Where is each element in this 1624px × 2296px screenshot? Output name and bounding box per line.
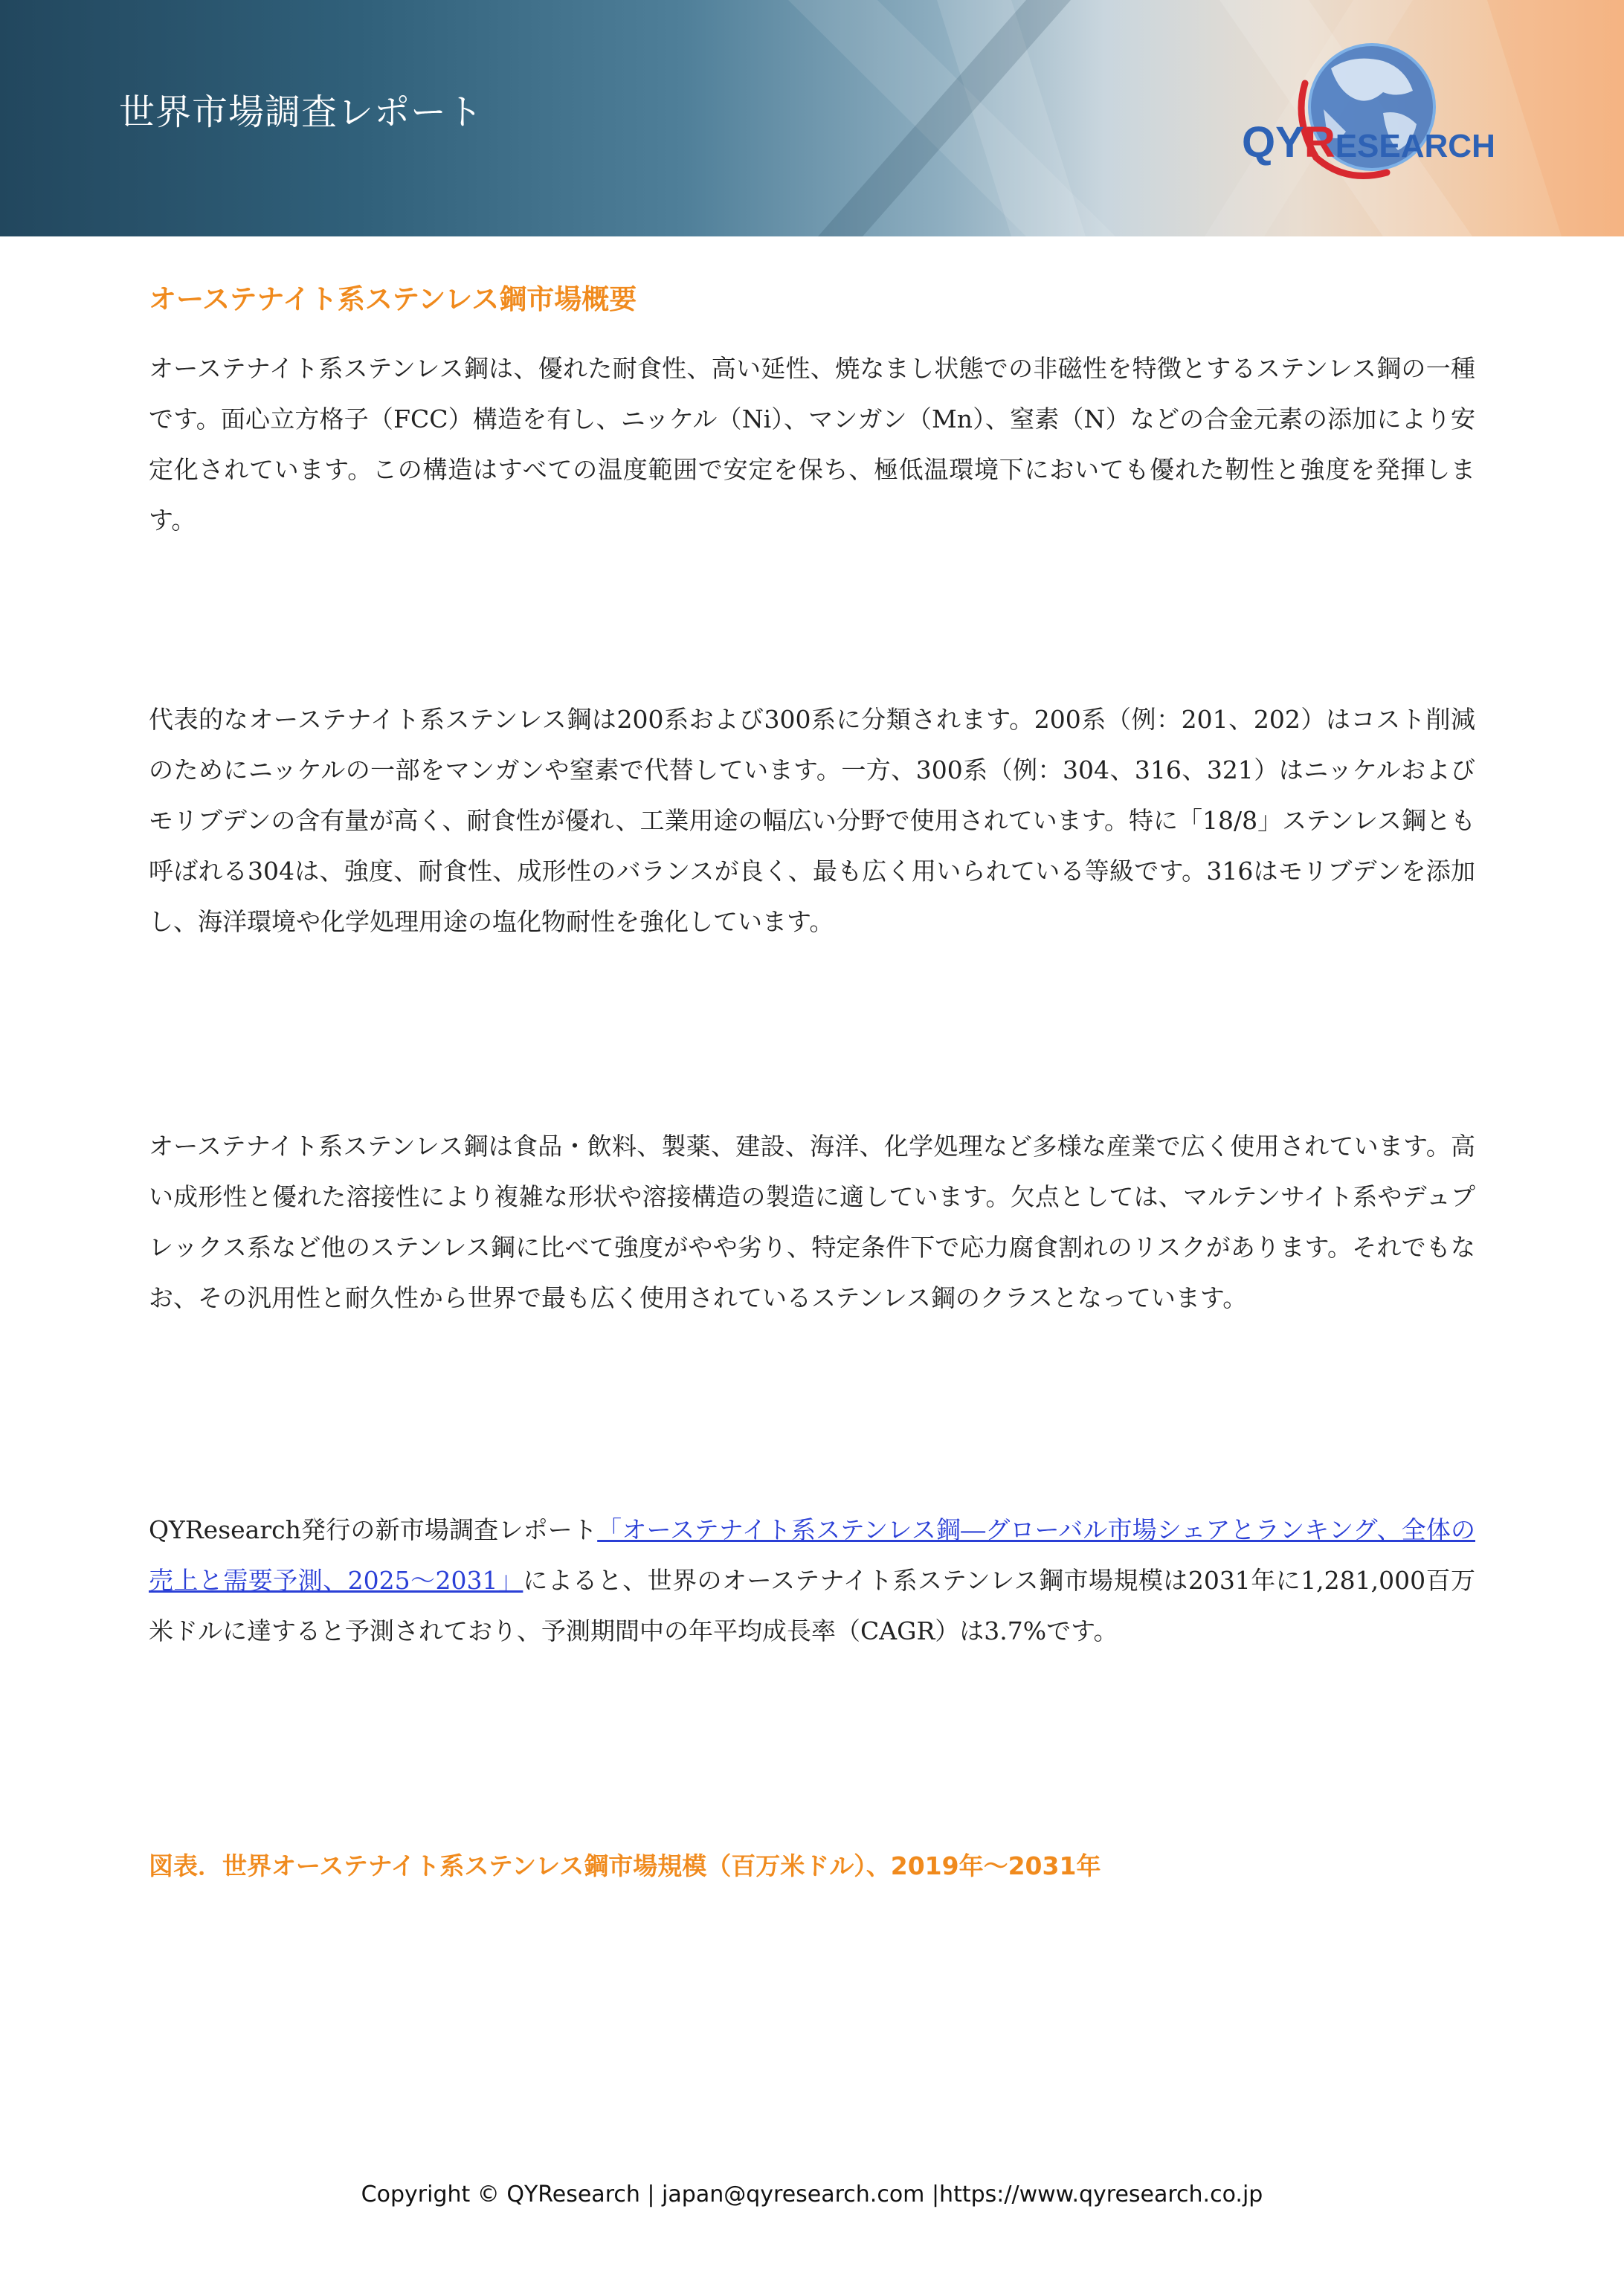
logo-qy: QY: [1242, 118, 1304, 167]
paragraph-applications: オーステナイト系ステンレス鋼は食品・飲料、製薬、建設、海洋、化学処理など多様な産業で広く使用されています。高い成形性と優れた溶接性により複雑な形状や溶接構造の製造に適しています。欠点としては、マルテンサイト系やデュプレックス系など他のステンレス鋼に比べて強度がやや劣り、特定条件下で応力腐食割れのリスクがあります。それでもなお、その汎用性と耐久性から世界で最も広く使用されているステンレス鋼のクラスとなっています。: [149, 1132, 1475, 1312]
logo-research: ESEARCH: [1335, 128, 1495, 164]
market-size-prefix: QYResearch発行の新市場調査レポート: [149, 1515, 598, 1544]
report-link[interactable]: 「オーステナイト系ステンレス鋼―グローバル市場シェアとランキング、全体の売上と需要予測、2025～2031」: [149, 1515, 1475, 1595]
report-header-banner: [0, 0, 1624, 236]
page-footer: Copyright © QYResearch | japan@qyresearch.com |https://www.qyresearch.co.jp: [361, 2181, 1263, 2208]
paragraph-grades: 代表的なオーステナイト系ステンレス鋼は200系および300系に分類されます。200系（例：201、202）はコスト削減のためにニッケルの一部をマンガンや窒素で代替しています。一方、300系（例：304、316、321）はニッケルおよびモリブデンの含有量が高く、耐食性が優れ、工業用途の幅広い分野で使用されています。特に「18/8」ステンレス鋼とも呼ばれる304は、強度、耐食性、成形性のバランスが良く、最も広く用いられている等級です。316はモリブデンを添加し、海洋環境や化学処理用途の塩化物耐性を強化しています。: [149, 705, 1475, 936]
qyresearch-logo-wordmark: QYRESEARCH: [1242, 118, 1495, 167]
paragraph-overview: オーステナイト系ステンレス鋼は、優れた耐食性、高い延性、焼なまし状態での非磁性を特徴とするステンレス鋼の一種です。面心立方格子（FCC）構造を有し、ニッケル（Ni）、マンガン（Mn）、窒素（N）などの合金元素の添加により安定化されています。この構造はすべての温度範囲で安定を保ち、極低温環境下においても優れた靭性と強度を発揮します。: [149, 354, 1475, 535]
figure-caption: 図表．世界オーステナイト系ステンレス鋼市場規模（百万米ドル）、2019年～2031年: [149, 1851, 1101, 1880]
section-heading: オーステナイト系ステンレス鋼市場概要: [149, 283, 637, 315]
market-size-suffix: によると、世界のオーステナイト系ステンレス鋼市場規模は2031年に1,281,000百万米ドルに達すると予測されており、予測期間中の年平均成長率（CAGR）は3.7%です。: [149, 1566, 1476, 1645]
header-title: 世界市場調査レポート: [119, 91, 484, 133]
paragraph-market-size: [149, 1505, 1475, 1657]
